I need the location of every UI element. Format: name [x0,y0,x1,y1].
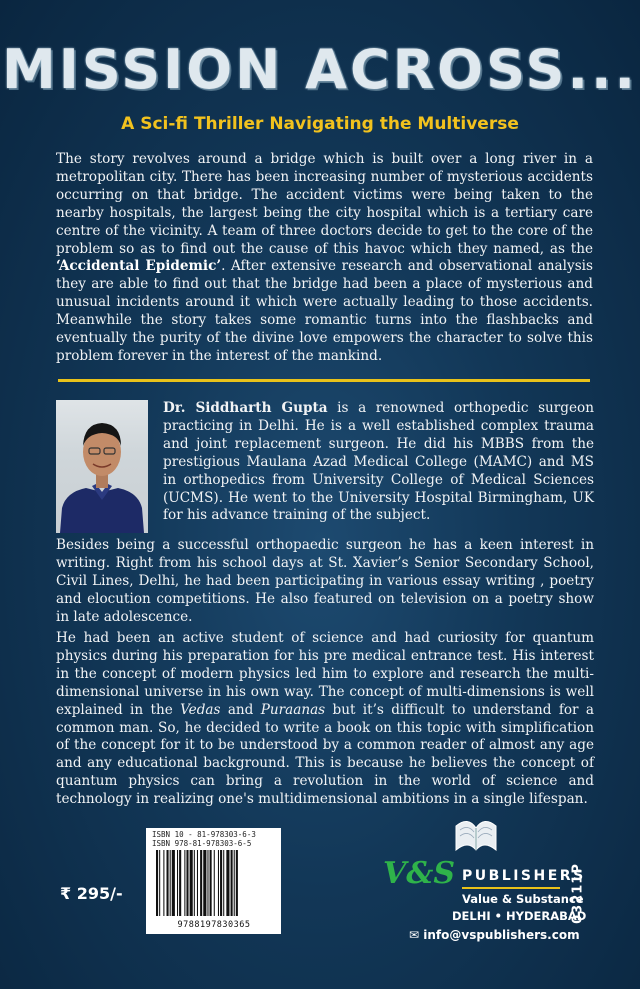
publisher-logo-mark: V&S [383,856,456,891]
barcode-bars [154,850,274,918]
author-name: Dr. Siddharth Gupta [163,400,328,416]
author-paragraph-2: Besides being a successful orthopaedic surgeon he has a keen interest in writing. Right from his school days at St. Xavier’s Senior Secondary School, Civil Lines, Delhi, he had been participating in various essay writing , poetry and elocution competitions. He also featured on television on a poetry show in late adolescence. [56,537,594,625]
publisher-name: PUBLISHERS [462,868,586,884]
book-subtitle: A Sci-fi Thriller Navigating the Multiverse [121,114,519,134]
publisher-tagline: Value & Substance [462,892,584,906]
publisher-underline [462,887,560,889]
open-book-icon [452,812,500,856]
publisher-cities: DELHI • HYDERABAD [452,909,587,923]
isbn-barcode [146,828,281,934]
synopsis-text: The story revolves around a bridge which is built over a long river in a metropolitan city. There has been increasing number of mysterious accidents occurring on that bridge. The accident victims were being taken to the nearby hospitals, the largest being the city hospital which is a tertiary care centre of the vicinity. A team of three doctors decide to get to the core of the problem so as to find out the cause of this havoc which they named, as the ‘Accidental Epidemic’. After extensive research and observational analysis they are able to find out that the bridge had been a place of mysterious and unusual incidents around it which were actually leading to those accidents. Meanwhile the story takes some romantic turns into the flashbacks and eventually the purity of the divine love empowers the character to solve this problem forever in the interest of the mankind. [56,151,593,364]
book-title: MISSION ACROSS... [2,38,638,101]
price-label: ₹ 295/- [60,884,123,903]
synopsis-highlight: ‘Accidental Epidemic’ [56,258,222,275]
section-divider [58,379,590,382]
publisher-email: ✉ info@vspublishers.com [409,928,580,942]
author-paragraph-3: He had been an active student of science and had curiosity for quantum physics during his preparation for his pre medical entrance test. His interest in the concept of modern physics led him to explore and research the multi-dimensional universe in his own way. The concept of multi-dimensions is well explained in the Vedas and Puraanas but it’s difficult to understand for a common man. So, he decided to write a book on this topic with simplification of the concept for it to be understood by a common reader of almost any age and any educational background. This is because he believes the concept of quantum physics can bring a revolution in the world of science and technology in realizing one's multidimensional ambitions in a single lifespan. [56,630,594,808]
isbn-10: ISBN 10 - 81-978303-6-3 [152,830,256,839]
barcode-number: 9788197830365 [177,920,251,930]
isbn-13: ISBN 978-81-978303-6-5 [152,839,252,848]
author-intro: Dr. Siddharth Gupta is a renowned orthopedic surgeon practicing in Delhi. He is a well established complex trauma and joint replacement surgeon. He did his MBBS from the prestigious Maulana Azad Medical College (MAMC) and MS in orthopedics from University College of Medical Sciences (UCMS). He went to the University Hospital Birmingham, UK for his advance training of the subject. [163,400,594,524]
book-code: 03211P [570,863,586,924]
isbn-text [152,830,256,848]
author-photo [56,400,148,533]
mail-icon: ✉ [409,928,420,942]
